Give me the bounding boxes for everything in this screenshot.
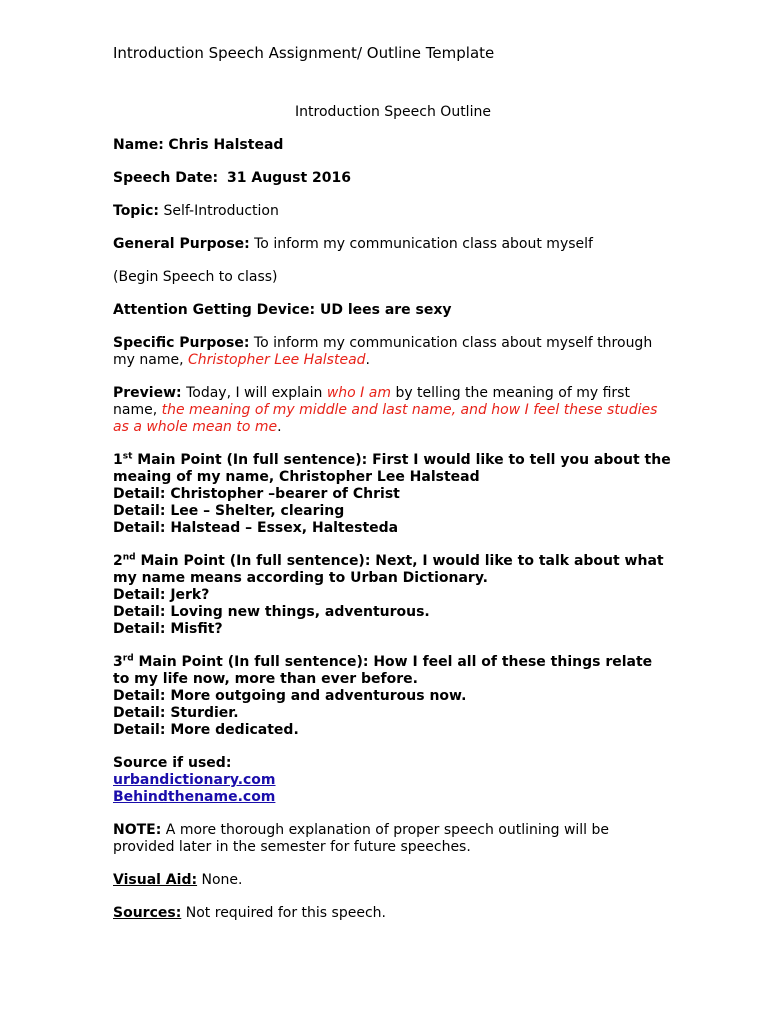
specific-purpose: [113, 335, 673, 369]
detail-line: Detail: Misfit?: [113, 621, 223, 637]
specific-purpose-label: Specific Purpose:: [113, 335, 250, 351]
preview-label: Preview:: [113, 385, 182, 401]
note-text: A more thorough explanation of proper speech outlining will be provided later in the semester for future speeches.: [113, 822, 610, 855]
detail-line: Detail: More dedicated.: [113, 722, 299, 738]
topic-line: [113, 203, 673, 220]
sources-value: Not required for this speech.: [185, 905, 386, 921]
main-point-2: [113, 553, 673, 638]
topic-value: Self-Introduction: [163, 203, 279, 219]
specific-purpose-text: To inform my communication class about myself through my name,: [113, 335, 653, 368]
note: [113, 822, 673, 856]
detail-line: Detail: Christopher –bearer of Christ: [113, 486, 400, 502]
link-behindthename[interactable]: Behindthename.com: [113, 789, 276, 805]
detail-line: Detail: More outgoing and adventurous now.: [113, 688, 467, 704]
specific-purpose-end: .: [365, 352, 370, 368]
main-point-heading: Main Point (In full sentence): How I feel all of these things relate to my life now, more than ever before.: [113, 654, 653, 687]
visual-aid-value: None.: [201, 872, 243, 888]
preview: [113, 385, 673, 436]
detail-line: Detail: Halstead – Essex, Haltesteda: [113, 520, 399, 536]
general-purpose-value: To inform my communication class about myself: [254, 236, 593, 252]
detail-line: Detail: Sturdier.: [113, 705, 239, 721]
name-line: [113, 137, 673, 154]
general-purpose-label: General Purpose:: [113, 236, 250, 252]
sources-used: [113, 755, 673, 806]
outline-title: Introduction Speech Outline: [295, 104, 491, 120]
detail-line: Detail: Lee – Shelter, clearing: [113, 503, 345, 519]
link-urbandictionary[interactable]: urbandictionary.com: [113, 772, 276, 788]
main-point-heading: Main Point (In full sentence): Next, I would like to talk about what my name means according to Urban Dictionary.: [113, 553, 664, 586]
main-point-number: 2: [113, 553, 123, 569]
source-label: Source if used:: [113, 755, 232, 771]
detail-line: Detail: Jerk?: [113, 587, 210, 603]
name-value: Chris Halstead: [168, 137, 284, 153]
ordinal-suffix: st: [122, 451, 133, 462]
general-purpose-line: [113, 236, 673, 253]
sources-label: Sources:: [113, 905, 182, 921]
begin-line: (Begin Speech to class): [113, 269, 278, 285]
preview-end: .: [277, 419, 282, 435]
preview-highlight-2: the meaning of my middle and last name, and how I feel these studies as a whole mean to me: [113, 402, 658, 435]
topic-label: Topic:: [113, 203, 160, 219]
visual-aid-line: [113, 872, 673, 889]
main-point-3: [113, 654, 673, 739]
ordinal-suffix: nd: [122, 552, 136, 563]
name-label: Name:: [113, 137, 164, 153]
specific-purpose-highlight: Christopher Lee Halstead: [187, 352, 366, 368]
visual-aid-label: Visual Aid:: [113, 872, 198, 888]
sources-line: [113, 905, 673, 922]
document-title: Introduction Speech Assignment/ Outline Template: [113, 44, 495, 62]
speech-date-label: Speech Date:: [113, 170, 219, 186]
attention-getting-device: Attention Getting Device: UD lees are sexy: [113, 302, 452, 318]
speech-date-value: 31 August 2016: [227, 170, 352, 186]
speech-date-line: [113, 170, 673, 187]
main-point-number: 1: [113, 452, 123, 468]
document-page: [113, 45, 673, 938]
main-point-number: 3: [113, 654, 123, 670]
note-label: NOTE:: [113, 822, 162, 838]
preview-text-2: by telling the meaning of my first name,: [113, 385, 630, 418]
main-point-1: [113, 452, 673, 537]
preview-text-1: Today, I will explain: [186, 385, 323, 401]
detail-line: Detail: Loving new things, adventurous.: [113, 604, 430, 620]
ordinal-suffix: rd: [122, 653, 134, 664]
main-point-heading: Main Point (In full sentence): First I would like to tell you about the meaing of my name, Christopher Lee Halstead: [113, 452, 671, 485]
preview-highlight-1: who I am: [326, 385, 391, 401]
